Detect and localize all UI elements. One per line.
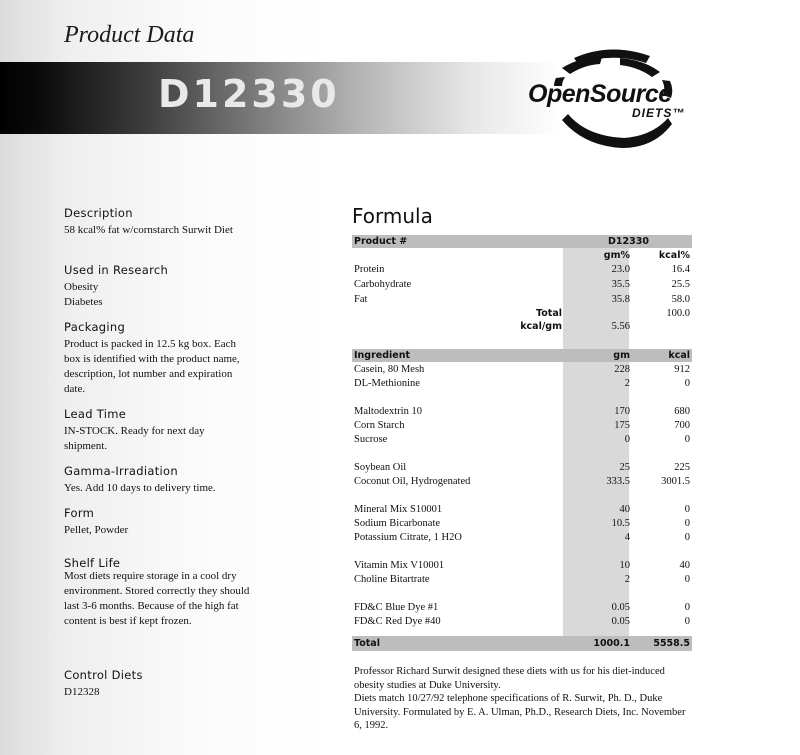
formula-notes <box>354 665 694 733</box>
gm-pct-header: gm% <box>603 250 630 261</box>
form-section <box>64 505 269 538</box>
section-heading: Gamma-Irradiation <box>64 464 178 478</box>
ingredient-gm: 333.5 <box>606 476 630 487</box>
ingredient-gm: 2 <box>624 378 630 389</box>
ingredient-header-row <box>352 349 692 363</box>
packaging-section <box>64 319 269 397</box>
note-paragraph: Professor Richard Surwit designed these diets with us for his diet-induced obesity studies at Duke University. <box>354 666 665 691</box>
ingredient-gm: 25 <box>619 462 630 473</box>
section-heading: Lead Time <box>64 407 127 421</box>
ingredient-name: Coconut Oil, Hydrogenated <box>354 476 471 487</box>
ingredient-row <box>352 475 692 489</box>
section-heading: Control Diets <box>64 668 143 682</box>
total-kcal-pct: 100.0 <box>666 308 690 319</box>
macro-kcal: 25.5 <box>671 279 690 290</box>
ingredient-header: Ingredient <box>354 350 411 361</box>
macro-row <box>352 278 692 292</box>
ingredient-row <box>352 405 692 419</box>
ingredient-name: Soybean Oil <box>354 462 407 473</box>
ingredient-kcal: 912 <box>674 364 690 375</box>
ingredient-name: Vitamin Mix V10001 <box>354 560 445 571</box>
macro-gm: 35.5 <box>611 279 630 290</box>
ingredient-kcal: 0 <box>684 616 690 627</box>
ingredient-row <box>352 601 692 615</box>
ingredient-name: Mineral Mix S10001 <box>354 504 443 515</box>
gm-header: gm <box>613 350 630 361</box>
opensource-diets-logo <box>522 44 700 152</box>
ingredient-row <box>352 461 692 475</box>
section-body: Obesity Diabetes <box>64 281 103 308</box>
product-header-row <box>352 235 692 249</box>
formula-title: Formula <box>352 204 433 228</box>
ingredient-kcal: 0 <box>684 574 690 585</box>
ingredient-gm: 2 <box>624 574 630 585</box>
section-heading: Form <box>64 506 95 520</box>
lead-time-section <box>64 406 269 454</box>
section-body: Pellet, Powder <box>64 524 129 536</box>
ingredient-name: Potassium Citrate, 1 H2O <box>354 532 462 543</box>
ingredient-name: FD&C Red Dye #40 <box>354 616 441 627</box>
grand-total-row <box>352 637 692 651</box>
macro-name: Carbohydrate <box>354 279 412 290</box>
macro-gm: 23.0 <box>611 264 630 275</box>
kcal-gm-row <box>352 320 692 334</box>
total-label: Total <box>536 308 562 319</box>
macro-gm: 35.8 <box>611 294 630 305</box>
ingredient-name: Maltodextrin 10 <box>354 406 422 417</box>
ingredient-gm: 40 <box>619 504 630 515</box>
ingredient-gm: 10.5 <box>611 518 630 529</box>
section-heading: Used in Research <box>64 263 169 277</box>
grand-total-label: Total <box>354 638 380 649</box>
ingredient-kcal: 0 <box>684 532 690 543</box>
macro-row <box>352 263 692 277</box>
ingredient-row <box>352 517 692 531</box>
grand-total-gm: 1000.1 <box>593 638 630 649</box>
ingredient-kcal: 0 <box>684 602 690 613</box>
ingredient-gm: 170 <box>614 406 630 417</box>
product-code: D12330 <box>608 236 649 247</box>
ingredient-row <box>352 419 692 433</box>
ingredient-row <box>352 363 692 377</box>
ingredient-name: Sodium Bicarbonate <box>354 518 441 529</box>
ingredient-kcal: 3001.5 <box>661 476 690 487</box>
kcal-header: kcal <box>668 350 690 361</box>
ingredient-gm: 0.05 <box>611 602 630 613</box>
ingredient-kcal: 225 <box>674 462 690 473</box>
section-body: Yes. Add 10 days to delivery time. <box>64 482 216 494</box>
kcal-pct-header: kcal% <box>658 250 690 261</box>
ingredient-kcal: 40 <box>679 560 690 571</box>
kcal-gm-value: 5.56 <box>611 321 630 332</box>
ingredient-row <box>352 531 692 545</box>
ingredient-kcal: 680 <box>674 406 690 417</box>
ingredient-gm: 10 <box>619 560 630 571</box>
section-body: IN-STOCK. Ready for next day shipment. <box>64 425 205 452</box>
ingredient-kcal: 700 <box>674 420 690 431</box>
ingredient-kcal: 0 <box>684 434 690 445</box>
ingredient-kcal: 0 <box>684 518 690 529</box>
ingredient-row <box>352 377 692 391</box>
section-body: 58 kcal% fat w/cornstarch Surwit Diet <box>64 224 233 236</box>
section-heading: Description <box>64 206 133 220</box>
macro-name: Protein <box>354 264 385 275</box>
ingredient-name: FD&C Blue Dye #1 <box>354 602 439 613</box>
section-heading: Packaging <box>64 320 126 334</box>
section-body: Product is packed in 12.5 kg box. Each box is identified with the product name, description, lot number and expiration date. <box>64 338 240 395</box>
macro-row <box>352 293 692 307</box>
macro-header-row <box>352 249 692 263</box>
ingredient-gm: 228 <box>614 364 630 375</box>
note-paragraph: Diets match 10/27/92 telephone specifications of R. Surwit, Ph. D., Duke University. Formulated by E. A. Ulman, Ph.D., Research Diets, Inc. November 6, 1992. <box>354 693 686 731</box>
logo-subtitle: DIETS™ <box>632 106 686 120</box>
ingredient-name: DL-Methionine <box>354 378 420 389</box>
ingredient-gm: 0 <box>624 434 630 445</box>
ingredient-row <box>352 559 692 573</box>
macro-kcal: 16.4 <box>671 264 690 275</box>
section-body: D12328 <box>64 686 100 698</box>
section-body: Most diets require storage in a cool dry environment. Stored correctly they should last 3-6 months. Because of the high fat content is best if kept frozen. <box>64 570 250 627</box>
macro-name: Fat <box>354 294 368 305</box>
ingredient-name: Sucrose <box>354 434 388 445</box>
gamma-irradiation-section <box>64 463 269 496</box>
ingredient-row <box>352 503 692 517</box>
product-label: Product # <box>354 236 408 247</box>
ingredient-name: Casein, 80 Mesh <box>354 364 425 375</box>
diet-code-title: D12330 <box>158 72 340 116</box>
research-section <box>64 262 269 310</box>
ingredient-row <box>352 573 692 587</box>
shelf-life-section <box>64 555 269 629</box>
section-heading: Shelf Life <box>64 556 121 570</box>
ingredient-name: Corn Starch <box>354 420 405 431</box>
ingredient-kcal: 0 <box>684 378 690 389</box>
kcal-gm-label: kcal/gm <box>520 321 562 332</box>
ingredient-gm: 4 <box>624 532 630 543</box>
total-pct-row <box>352 307 692 321</box>
description-section <box>64 205 269 238</box>
ingredient-row <box>352 433 692 447</box>
ingredient-row <box>352 615 692 629</box>
ingredient-kcal: 0 <box>684 504 690 515</box>
control-diets-section <box>64 667 269 700</box>
ingredient-gm: 0.05 <box>611 616 630 627</box>
grand-total-kcal: 5558.5 <box>653 638 690 649</box>
ingredient-gm: 175 <box>614 420 630 431</box>
macro-kcal: 58.0 <box>671 294 690 305</box>
ingredient-name: Choline Bitartrate <box>354 574 430 585</box>
page-header-title: Product Data <box>64 22 195 48</box>
logo-wordmark: OpenSource <box>528 80 672 108</box>
